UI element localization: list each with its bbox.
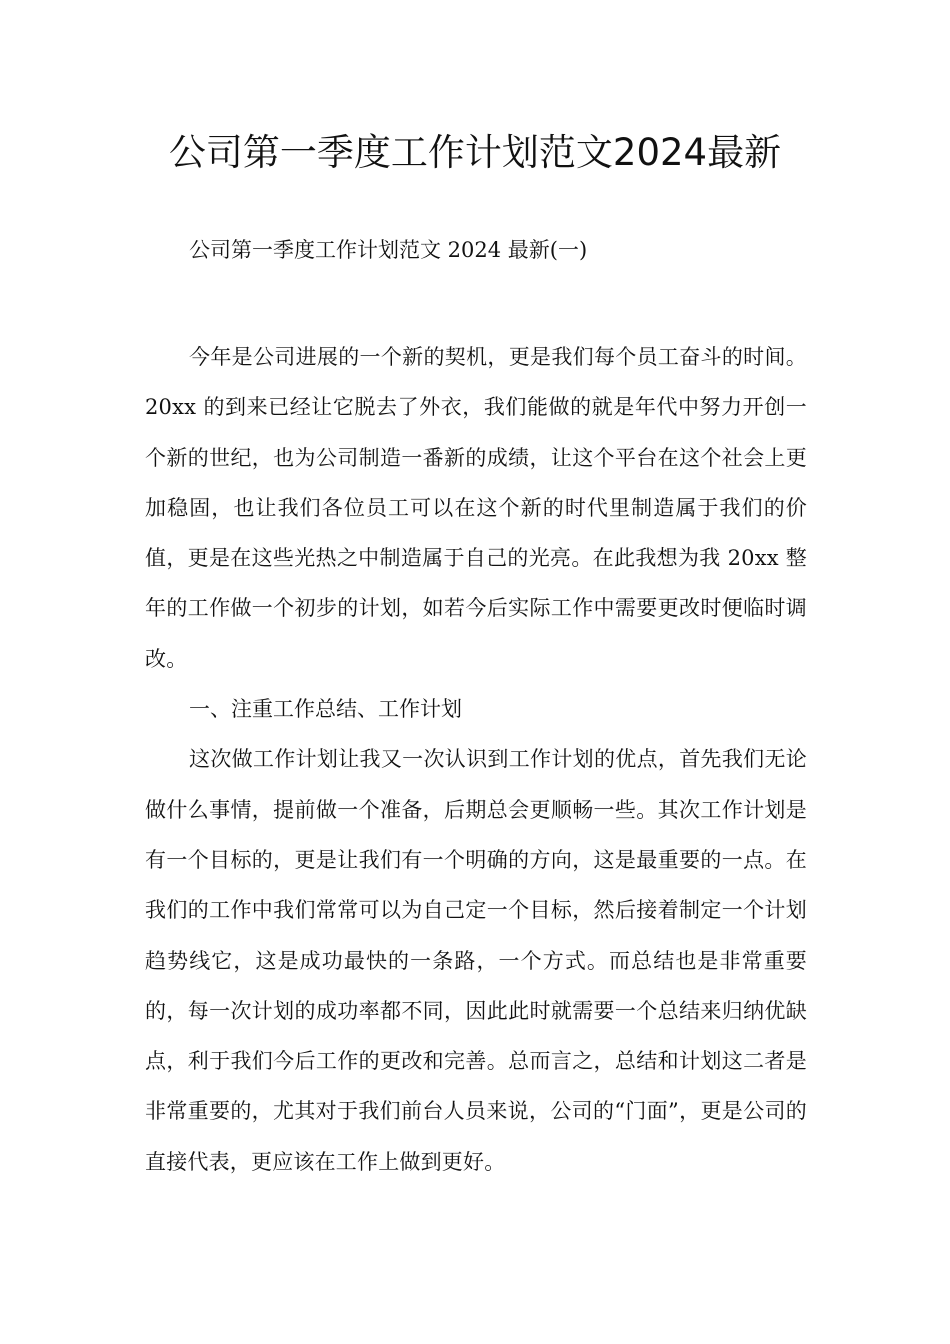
paragraph-intro: 今年是公司进展的一个新的契机，更是我们每个员工奋斗的时间。20xx 的到来已经让它脱去了外衣，我们能做的就是年代中努力开创一个新的世纪，也为公司制造一番新的成绩，让这个平台在这个社会上更加稳固，也让我们各位员工可以在这个新的时代里制造属于我们的价值，更是在这些光热之中制造属于自己的光亮。在此我想为我 20xx 整年的工作做一个初步的计划，如若今后实际工作中需要更改时便临时调改。 (145, 345, 807, 671)
document-subtitle: 公司第一季度工作计划范文 2024 最新(一) (189, 238, 588, 262)
paragraph-summary-plan: 这次做工作计划让我又一次认识到工作计划的优点，首先我们无论做什么事情，提前做一个准备，后期总会更顺畅一些。其次工作计划是有一个目标的，更是让我们有一个明确的方向，这是最重要的一点。在我们的工作中我们常常可以为自己定一个目标，然后接着制定一个计划趋势线它，这是成功最快的一条路，一个方式。而总结也是非常重要的，每一次计划的成功率都不同，因此此时就需要一个总结来归纳优缺点，利于我们今后工作的更改和完善。总而言之，总结和计划这二者是非常重要的，尤其对于我们前台人员来说，公司的“门面”，更是公司的直接代表，更应该在工作上做到更好。 (145, 747, 807, 1174)
section-heading: 一、注重工作总结、工作计划 (189, 697, 462, 722)
document-body (145, 332, 807, 1187)
document-title: 公司第一季度工作计划范文2024最新 (168, 131, 782, 174)
